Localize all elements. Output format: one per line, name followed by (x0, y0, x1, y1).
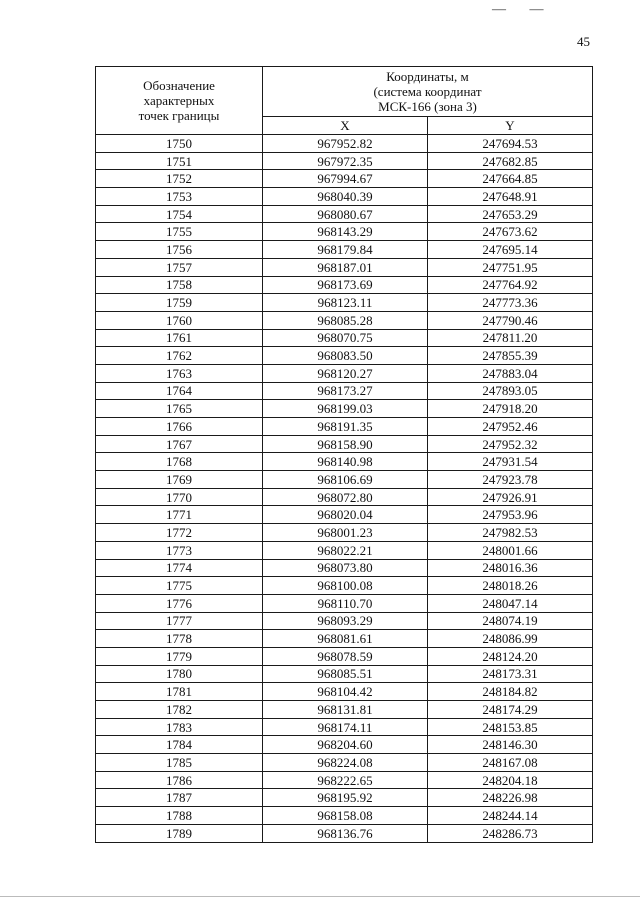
cell-point: 1789 (96, 824, 263, 842)
cell-x: 968131.81 (263, 701, 428, 719)
cell-point: 1784 (96, 736, 263, 754)
table-row (96, 683, 593, 701)
cell-point: 1758 (96, 276, 263, 294)
cell-x: 968073.80 (263, 559, 428, 577)
table-row (96, 205, 593, 223)
cell-y: 247673.62 (428, 223, 593, 241)
cell-point: 1785 (96, 754, 263, 772)
cell-y: 247790.46 (428, 311, 593, 329)
table-row (96, 612, 593, 630)
cell-x: 968222.65 (263, 771, 428, 789)
table-row (96, 630, 593, 648)
cell-point: 1755 (96, 223, 263, 241)
cell-y: 247952.46 (428, 418, 593, 436)
cell-x: 968173.69 (263, 276, 428, 294)
cell-x: 968204.60 (263, 736, 428, 754)
cell-x: 968191.35 (263, 418, 428, 436)
table-row (96, 241, 593, 259)
cell-x: 968224.08 (263, 754, 428, 772)
cell-point: 1787 (96, 789, 263, 807)
cell-point: 1751 (96, 152, 263, 170)
table-row (96, 329, 593, 347)
cell-y: 247982.53 (428, 524, 593, 542)
cell-y: 247682.85 (428, 152, 593, 170)
cell-x: 968083.50 (263, 347, 428, 365)
cell-x: 968106.69 (263, 471, 428, 489)
cell-point: 1760 (96, 311, 263, 329)
cell-point: 1788 (96, 807, 263, 825)
cell-x: 968199.03 (263, 400, 428, 418)
cell-x: 968100.08 (263, 577, 428, 595)
cell-y: 248146.30 (428, 736, 593, 754)
cell-y: 248124.20 (428, 647, 593, 665)
cell-y: 248153.85 (428, 718, 593, 736)
page-bottom-edge (0, 896, 640, 897)
cell-point: 1783 (96, 718, 263, 736)
table-row (96, 400, 593, 418)
table-row (96, 647, 593, 665)
table-row (96, 364, 593, 382)
cell-y: 247926.91 (428, 488, 593, 506)
column-header-y: Y (428, 117, 593, 135)
cell-x: 968123.11 (263, 294, 428, 312)
cell-y: 248174.29 (428, 701, 593, 719)
cell-point: 1769 (96, 471, 263, 489)
cell-y: 247773.36 (428, 294, 593, 312)
cell-y: 247751.95 (428, 258, 593, 276)
cell-x: 968158.08 (263, 807, 428, 825)
cell-y: 247893.05 (428, 382, 593, 400)
cell-point: 1773 (96, 541, 263, 559)
table-row (96, 718, 593, 736)
cell-x: 967952.82 (263, 135, 428, 153)
cell-x: 968093.29 (263, 612, 428, 630)
cell-y: 248204.18 (428, 771, 593, 789)
cell-x: 968104.42 (263, 683, 428, 701)
cell-point: 1786 (96, 771, 263, 789)
cell-y: 248173.31 (428, 665, 593, 683)
cell-x: 968001.23 (263, 524, 428, 542)
cell-point: 1776 (96, 594, 263, 612)
table-row (96, 453, 593, 471)
cell-point: 1772 (96, 524, 263, 542)
table-row (96, 294, 593, 312)
cell-x: 968174.11 (263, 718, 428, 736)
cell-y: 248086.99 (428, 630, 593, 648)
cell-y: 248286.73 (428, 824, 593, 842)
cell-x: 968081.61 (263, 630, 428, 648)
cell-x: 968040.39 (263, 188, 428, 206)
table-row (96, 488, 593, 506)
cell-y: 247953.96 (428, 506, 593, 524)
table-row (96, 311, 593, 329)
cell-y: 247883.04 (428, 364, 593, 382)
cell-point: 1753 (96, 188, 263, 206)
page-number: 45 (577, 34, 590, 49)
cell-x: 968022.21 (263, 541, 428, 559)
cell-point: 1768 (96, 453, 263, 471)
cell-point: 1780 (96, 665, 263, 683)
table-row (96, 594, 593, 612)
table-row (96, 152, 593, 170)
coordinates-table (95, 66, 593, 843)
cell-x: 968080.67 (263, 205, 428, 223)
table-row (96, 170, 593, 188)
table-row (96, 789, 593, 807)
table-row (96, 471, 593, 489)
cell-y: 247653.29 (428, 205, 593, 223)
header-dashes: — — (492, 2, 554, 17)
cell-y: 247811.20 (428, 329, 593, 347)
cell-point: 1752 (96, 170, 263, 188)
table-row (96, 435, 593, 453)
cell-point: 1781 (96, 683, 263, 701)
cell-x: 968143.29 (263, 223, 428, 241)
cell-point: 1771 (96, 506, 263, 524)
cell-y: 248167.08 (428, 754, 593, 772)
cell-x: 967994.67 (263, 170, 428, 188)
column-header-x: X (263, 117, 428, 135)
table-row (96, 418, 593, 436)
cell-y: 247764.92 (428, 276, 593, 294)
cell-y: 248226.98 (428, 789, 593, 807)
cell-point: 1754 (96, 205, 263, 223)
cell-x: 968085.28 (263, 311, 428, 329)
table-row (96, 736, 593, 754)
table-row (96, 524, 593, 542)
cell-point: 1777 (96, 612, 263, 630)
cell-point: 1762 (96, 347, 263, 365)
cell-x: 968085.51 (263, 665, 428, 683)
table-row (96, 382, 593, 400)
table-row (96, 771, 593, 789)
table-row (96, 807, 593, 825)
cell-point: 1759 (96, 294, 263, 312)
table-body (96, 135, 593, 843)
cell-point: 1774 (96, 559, 263, 577)
cell-point: 1766 (96, 418, 263, 436)
cell-point: 1757 (96, 258, 263, 276)
cell-y: 247694.53 (428, 135, 593, 153)
cell-x: 968195.92 (263, 789, 428, 807)
cell-point: 1765 (96, 400, 263, 418)
table-row (96, 276, 593, 294)
cell-x: 968158.90 (263, 435, 428, 453)
cell-y: 247664.85 (428, 170, 593, 188)
cell-y: 247648.91 (428, 188, 593, 206)
cell-y: 248016.36 (428, 559, 593, 577)
cell-x: 968070.75 (263, 329, 428, 347)
cell-y: 248047.14 (428, 594, 593, 612)
table-row (96, 754, 593, 772)
cell-x: 968020.04 (263, 506, 428, 524)
cell-point: 1756 (96, 241, 263, 259)
table-row (96, 135, 593, 153)
cell-point: 1775 (96, 577, 263, 595)
table-row (96, 223, 593, 241)
table-row (96, 701, 593, 719)
cell-y: 248244.14 (428, 807, 593, 825)
cell-x: 968078.59 (263, 647, 428, 665)
cell-point: 1779 (96, 647, 263, 665)
cell-x: 968179.84 (263, 241, 428, 259)
cell-x: 968187.01 (263, 258, 428, 276)
cell-y: 248001.66 (428, 541, 593, 559)
cell-y: 247923.78 (428, 471, 593, 489)
cell-point: 1764 (96, 382, 263, 400)
column-header-coordinates: Координаты, м (система координат МСК-166 (зона 3) (263, 67, 593, 117)
table-row (96, 824, 593, 842)
cell-x: 968072.80 (263, 488, 428, 506)
cell-y: 247952.32 (428, 435, 593, 453)
table-row (96, 347, 593, 365)
cell-x: 968110.70 (263, 594, 428, 612)
cell-point: 1767 (96, 435, 263, 453)
cell-point: 1778 (96, 630, 263, 648)
cell-point: 1763 (96, 364, 263, 382)
table-row (96, 188, 593, 206)
cell-y: 248184.82 (428, 683, 593, 701)
table-row (96, 258, 593, 276)
cell-x: 968120.27 (263, 364, 428, 382)
cell-y: 247695.14 (428, 241, 593, 259)
cell-y: 248074.19 (428, 612, 593, 630)
cell-point: 1750 (96, 135, 263, 153)
cell-x: 967972.35 (263, 152, 428, 170)
cell-y: 247855.39 (428, 347, 593, 365)
cell-y: 247931.54 (428, 453, 593, 471)
cell-point: 1761 (96, 329, 263, 347)
table-row (96, 506, 593, 524)
cell-point: 1770 (96, 488, 263, 506)
cell-point: 1782 (96, 701, 263, 719)
cell-x: 968140.98 (263, 453, 428, 471)
table-row (96, 665, 593, 683)
table-row (96, 577, 593, 595)
cell-x: 968136.76 (263, 824, 428, 842)
cell-x: 968173.27 (263, 382, 428, 400)
column-header-points: Обозначение характерных точек границы (96, 67, 263, 135)
table-row (96, 541, 593, 559)
cell-y: 247918.20 (428, 400, 593, 418)
table-row (96, 559, 593, 577)
cell-y: 248018.26 (428, 577, 593, 595)
